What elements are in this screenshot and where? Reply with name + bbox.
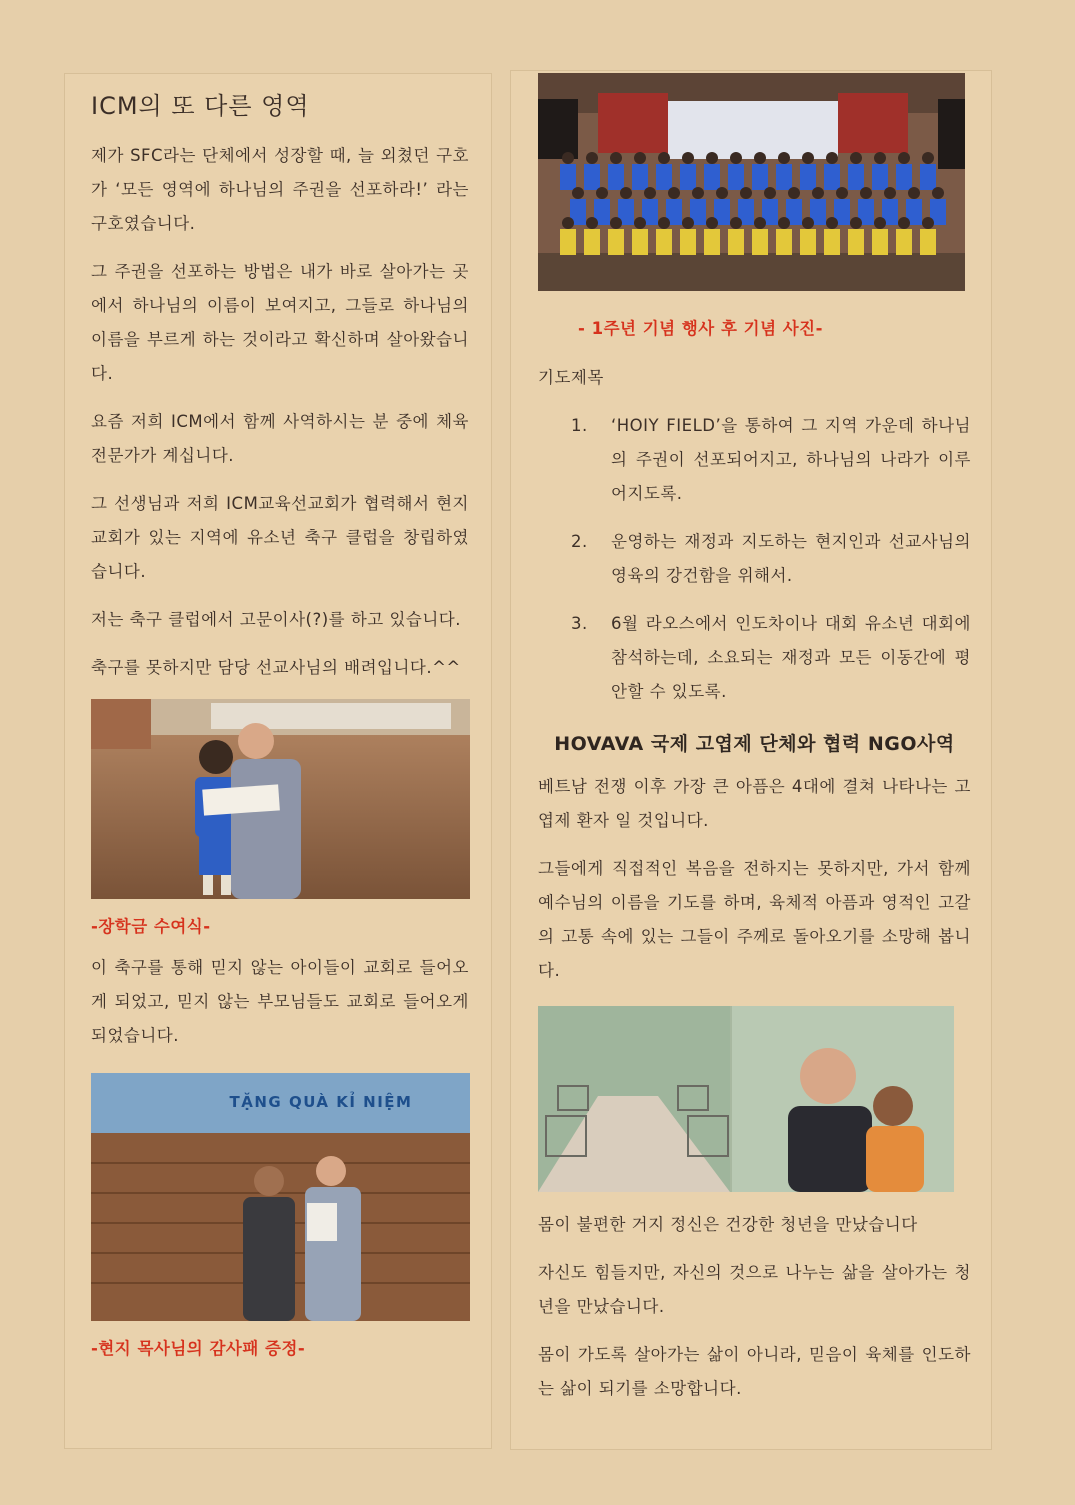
paragraph: 요즘 저희 ICM에서 함께 사역하시는 분 중에 체육 전문가가 계십니다. [91, 412, 469, 465]
paragraph: 그들에게 직접적인 복음을 전하지는 못하지만, 가서 함께 예수님의 이름을 기도를 하며, 육체적 아픔과 영적인 고갈의 고통 속에 있는 그들이 주께로 돌아오기를 소망해 봅니다. [538, 859, 971, 980]
paragraph: 이 축구를 통해 믿지 않는 아이들이 교회로 들어오게 되었고, 믿지 않는 부모님들도 교회로 들어오게 되었습니다. [91, 958, 469, 1045]
list-text: 운영하는 재정과 지도하는 현지인과 선교사님의 영육의 강건함을 위해서. [611, 532, 971, 585]
caption-plaque: -현지 목사님의 감사패 증정- [91, 1339, 306, 1358]
paragraph: 그 선생님과 저희 ICM교육선교회가 협력해서 현지 교회가 있는 지역에 유소년 축구 클럽을 창립하였습니다. [91, 494, 469, 581]
paragraph: 베트남 전쟁 이후 가장 큰 아픔은 4대에 결쳐 나타나는 고엽제 환자 일 것입니다. [538, 777, 971, 830]
scholarship-photo [91, 699, 470, 899]
paragraph: 그 주권을 선포하는 방법은 내가 바로 살아가는 곳에서 하나님의 이름이 보여지고, 그들로 하나님의 이름을 부르게 하는 것이라고 확신하며 살아왔습니다. [91, 262, 469, 383]
section-title-icm: ICM의 또 다른 영역 [91, 92, 310, 120]
caption-scholarship: -장학금 수여식- [91, 917, 211, 936]
list-number: 1. [571, 416, 588, 435]
list-item [571, 525, 971, 593]
list-text: ‘HOIY FIELD’을 통하여 그 지역 가운데 하나님의 주권이 선포되어지고, 하나님의 나라가 이루어지도록. [611, 416, 971, 503]
paragraph: 자신도 힘들지만, 자신의 것으로 나누는 삶을 살아가는 청년을 만났습니다. [538, 1263, 971, 1316]
left-column [64, 73, 492, 1449]
plaque-photo [91, 1073, 470, 1321]
paragraph: 축구를 못하지만 담당 선교사님의 배려입니다.^^ [91, 658, 461, 677]
banner-text: TẶNG QUÀ KỈ NIỆM [229, 1093, 413, 1111]
list-number: 3. [571, 614, 588, 633]
prayer-title: 기도제목 [538, 368, 604, 387]
list-text: 6월 라오스에서 인도차이나 대회 유소년 대회에 참석하는데, 소요되는 재정과 모든 이동간에 평안할 수 있도록. [611, 614, 971, 701]
paragraph: 몸이 불편한 거지 정신은 건강한 청년을 만났습니다 [538, 1215, 918, 1234]
list-item [571, 607, 971, 709]
right-column [510, 70, 992, 1450]
hospital-ward-photo [538, 1006, 954, 1192]
anniversary-team-photo [538, 73, 965, 291]
paragraph: 제가 SFC라는 단체에서 성장할 때, 늘 외쳤던 구호가 ‘모든 영역에 하나님의 주권을 선포하라!’ 라는 구호였습니다. [91, 146, 469, 233]
section-title-hovava: HOVAVA 국제 고엽제 단체와 협력 NGO사역 [554, 733, 955, 755]
list-item [571, 409, 971, 511]
paragraph: 몸이 가도록 살아가는 삶이 아니라, 믿음이 육체를 인도하는 삶이 되기를 소망합니다. [538, 1345, 971, 1398]
caption-anniversary: - 1주년 기념 행사 후 기념 사진- [578, 319, 823, 338]
paragraph: 저는 축구 클럽에서 고문이사(?)를 하고 있습니다. [91, 610, 461, 629]
list-number: 2. [571, 532, 588, 551]
prayer-list [538, 409, 971, 709]
